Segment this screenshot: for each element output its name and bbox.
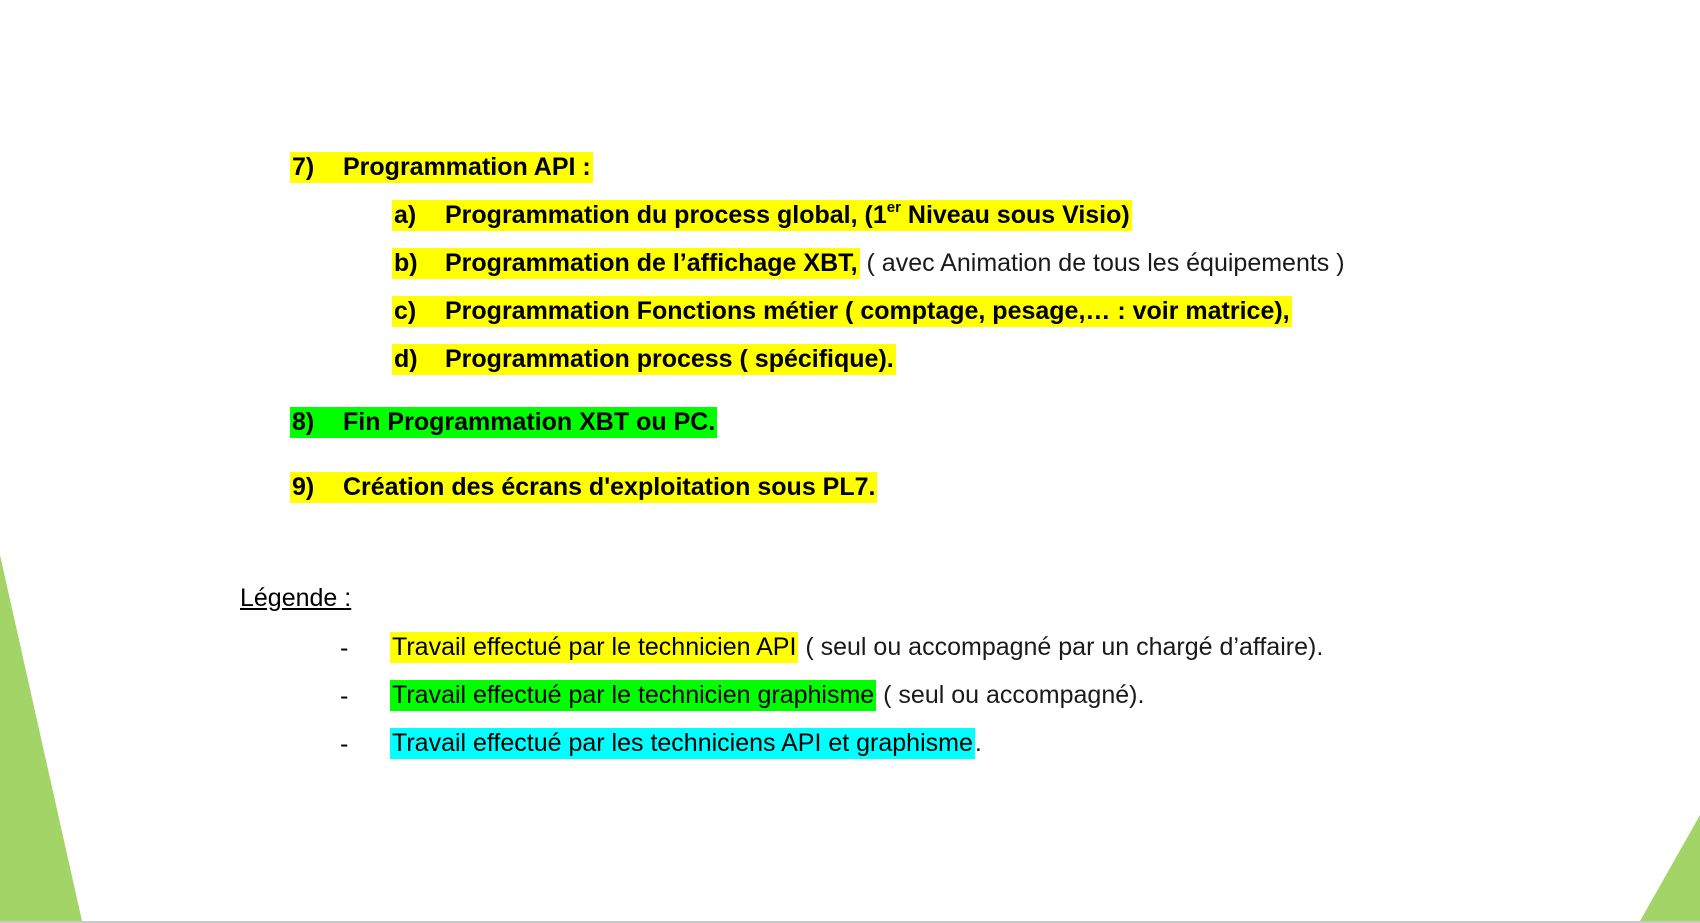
legend-entry-3-highlight: Travail effectué par les techniciens API et graphisme <box>392 729 973 757</box>
legend-entry-3 <box>390 728 982 759</box>
subitem-b <box>392 248 1345 279</box>
item-8-number: 8) <box>292 408 315 436</box>
item-8-highlight <box>290 407 717 438</box>
legend-entry-1-note: ( seul ou accompagné par un chargé d’affaire). <box>798 633 1324 661</box>
subitem-a-label: Programmation du process global, (1 <box>445 201 887 229</box>
subitem-b-letter: b) <box>394 249 418 277</box>
subitem-c <box>392 296 1292 327</box>
subitem-a-superscript: er <box>886 199 901 216</box>
legend-entry-2 <box>390 680 1144 711</box>
legend-entry-3-note: . <box>974 729 982 757</box>
subitem-b-highlight <box>392 248 860 279</box>
legend-dash-3: - <box>340 730 349 758</box>
subitem-d <box>392 344 896 375</box>
item-7-label: Programmation API : <box>343 153 591 181</box>
subitem-c-label: Programmation Fonctions métier ( comptage, pesage,… : voir matrice), <box>445 297 1290 325</box>
item-7-highlight <box>290 152 593 183</box>
item-7 <box>290 152 593 183</box>
legend-entry-1 <box>390 632 1323 663</box>
subitem-a <box>392 200 1132 231</box>
subitem-b-note: ( avec Animation de tous les équipements ) <box>859 249 1345 277</box>
item-9-label: Création des écrans d'exploitation sous PL7. <box>343 473 876 501</box>
legend-entry-1-highlight: Travail effectué par le technicien API <box>392 633 797 661</box>
subitem-d-label: Programmation process ( spécifique). <box>445 345 894 373</box>
subitem-c-letter: c) <box>394 297 417 325</box>
item-8 <box>290 407 717 438</box>
subitem-a-letter: a) <box>394 201 417 229</box>
subitem-a-label-end: Niveau sous Visio) <box>900 201 1130 229</box>
legend-entry-2-note: ( seul ou accompagné). <box>876 681 1145 709</box>
legend-title: Légende : <box>240 584 352 612</box>
item-7-number: 7) <box>292 153 315 181</box>
subitem-d-highlight <box>392 344 896 375</box>
item-9-number: 9) <box>292 473 315 501</box>
subitem-a-highlight <box>392 200 1132 231</box>
subitem-b-label: Programmation de l’affichage XBT, <box>445 249 858 277</box>
subitem-d-letter: d) <box>394 345 418 373</box>
legend-dash-2: - <box>340 682 349 710</box>
item-9-highlight <box>290 472 877 503</box>
legend-dash-1: - <box>340 634 349 662</box>
legend-entry-2-highlight: Travail effectué par le technicien graphisme <box>392 681 875 709</box>
subitem-c-highlight <box>392 296 1292 327</box>
right-green-triangle <box>1640 815 1700 921</box>
item-8-label: Fin Programmation XBT ou PC. <box>343 408 716 436</box>
item-9 <box>290 472 877 503</box>
left-green-triangle <box>0 555 82 921</box>
